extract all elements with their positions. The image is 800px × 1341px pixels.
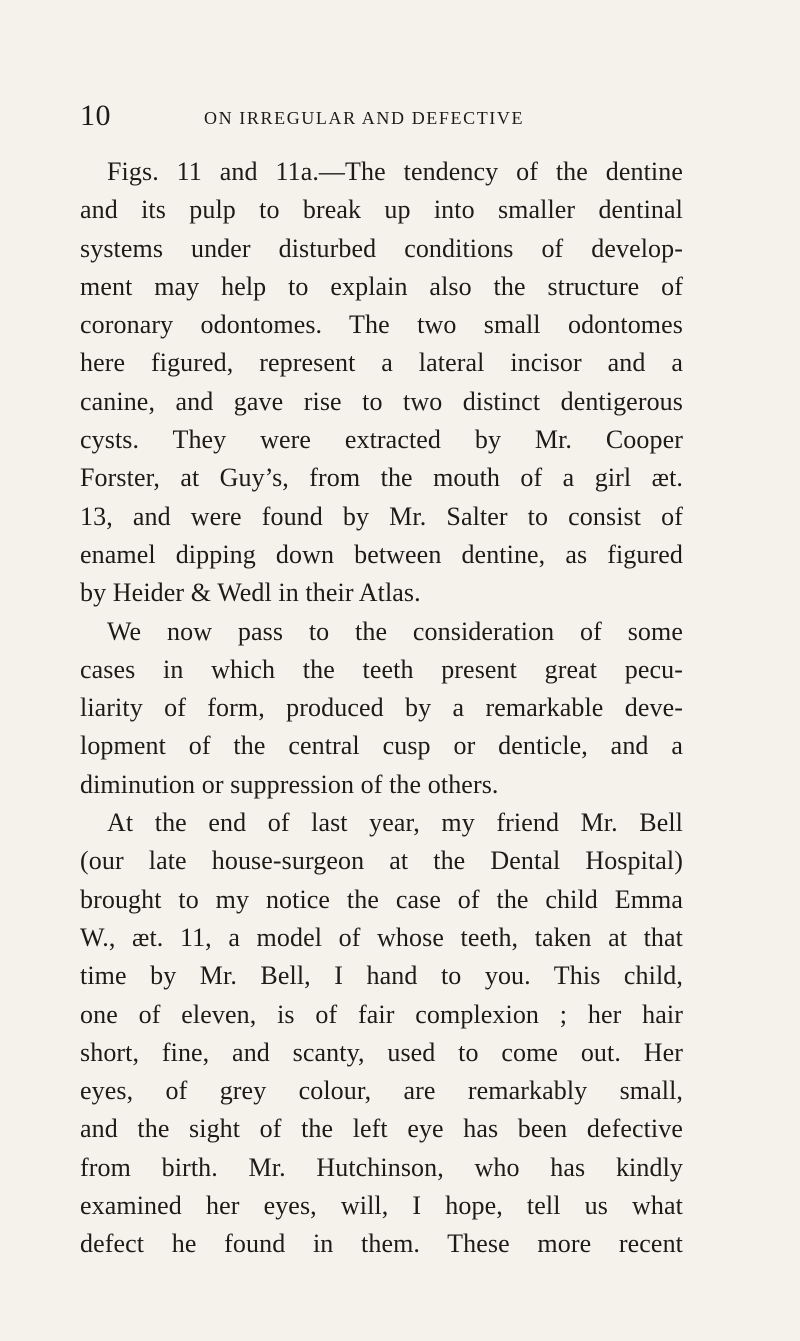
- text-line: diminution or suppression of the others.: [80, 769, 499, 799]
- text-line: lopment of the central cusp or denticle, and a: [80, 731, 683, 761]
- text-line: short, fine, and scanty, used to come out. Her: [80, 1037, 683, 1067]
- text-line: ment may help to explain also the structure of: [80, 271, 683, 301]
- running-head: [80, 96, 680, 136]
- text-line: liarity of form, produced by a remarkable deve-: [80, 693, 683, 723]
- text-line: cysts. They were extracted by Mr. Cooper: [80, 425, 683, 455]
- text-line: Forster, at Guy’s, from the mouth of a girl æt.: [80, 463, 683, 493]
- text-line: 13, and were found by Mr. Salter to consist of: [80, 501, 683, 531]
- text-line: here figured, represent a lateral incisor and a: [80, 348, 683, 378]
- text-line: from birth. Mr. Hutchinson, who has kindly: [80, 1152, 683, 1182]
- text-line: W., æt. 11, a model of whose teeth, taken at that: [80, 922, 683, 952]
- text-line: We now pass to the consideration of some: [107, 616, 683, 646]
- page-number: 10: [80, 99, 111, 132]
- text-line: time by Mr. Bell, I hand to you. This child,: [80, 961, 683, 991]
- text-line: defect he found in them. These more recent: [80, 1229, 683, 1259]
- text-line: brought to my notice the case of the child Emma: [80, 884, 683, 914]
- text-line: (our late house-surgeon at the Dental Hospital): [80, 846, 683, 876]
- text-line: canine, and gave rise to two distinct dentigerous: [80, 386, 683, 416]
- text-line: enamel dipping down between dentine, as figured: [80, 539, 683, 569]
- text-line: eyes, of grey colour, are remarkably small,: [80, 1076, 683, 1106]
- text-line: cases in which the teeth present great pecu-: [80, 654, 683, 684]
- text-line: coronary odontomes. The two small odontomes: [80, 310, 683, 340]
- text-line: and the sight of the left eye has been defective: [80, 1114, 683, 1144]
- text-line: Figs. 11 and 11a.—The tendency of the dentine: [107, 157, 683, 186]
- text-line: by Heider & Wedl in their Atlas.: [80, 578, 421, 608]
- text-line: examined her eyes, will, I hope, tell us what: [80, 1191, 683, 1221]
- running-title: ON IRREGULAR AND DEFECTIVE: [204, 108, 525, 128]
- body-text: [80, 153, 683, 1264]
- text-line: systems under disturbed conditions of develop-: [80, 233, 683, 263]
- text-line: and its pulp to break up into smaller dentinal: [80, 195, 683, 225]
- text-line: one of eleven, is of fair complexion ; her hair: [80, 999, 683, 1029]
- text-line: At the end of last year, my friend Mr. Bell: [107, 808, 683, 838]
